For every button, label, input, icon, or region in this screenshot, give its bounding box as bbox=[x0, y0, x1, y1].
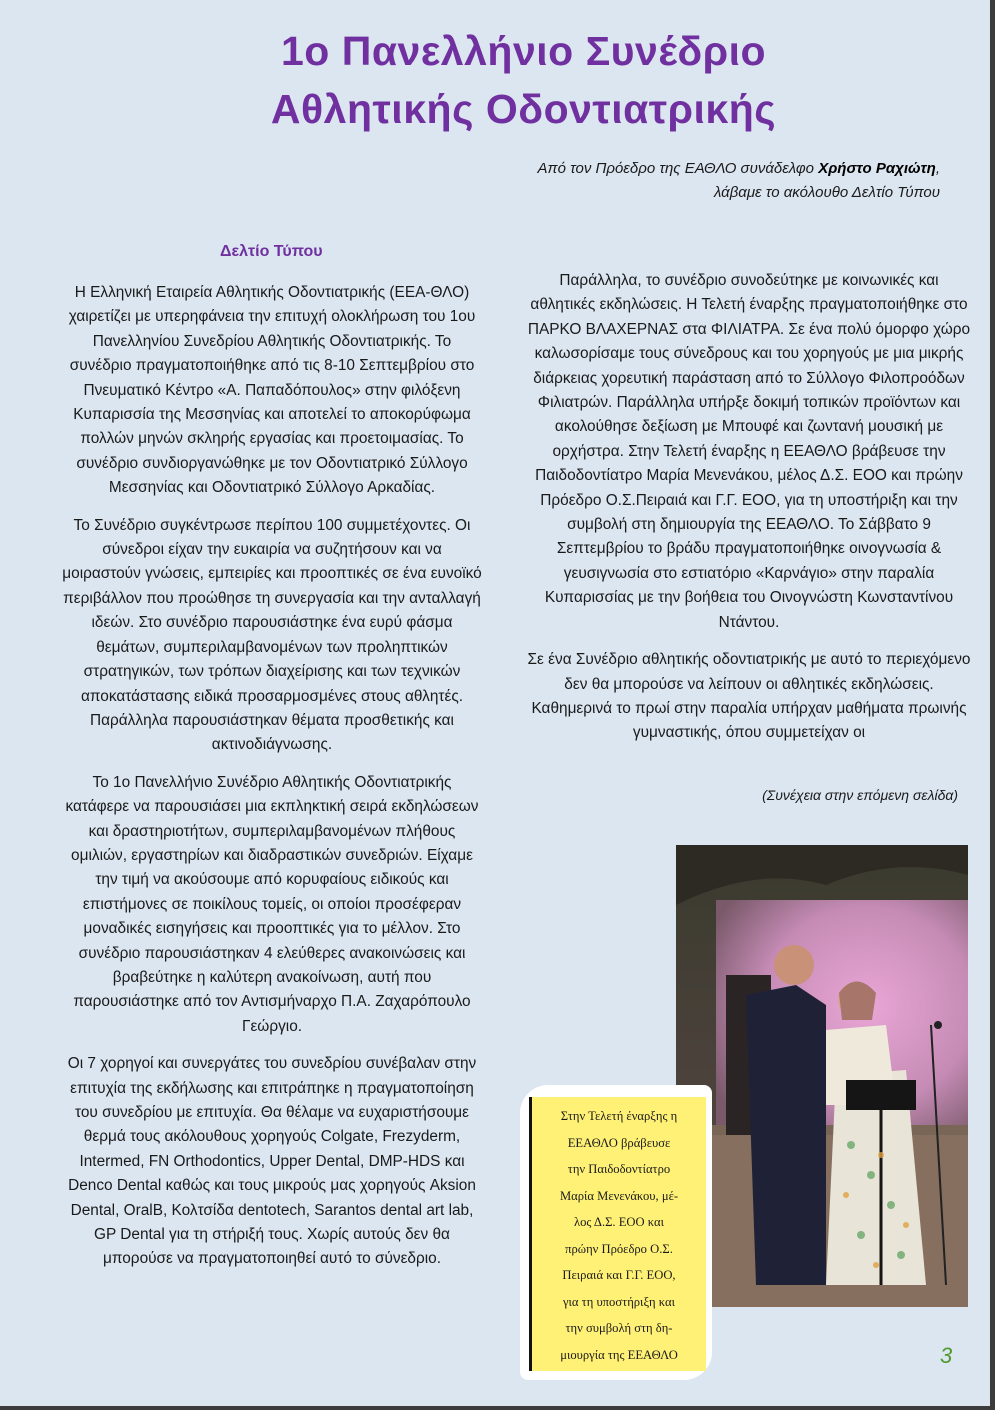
caption-line: την συμβολή στη δη- bbox=[565, 1321, 673, 1335]
paragraph: Οι 7 χορηγοί και συνεργάτες του συνεδρίου συνέβαλαν στην επιτυχία της εκδήλωσης και επιτράπηκε η πραγματοποίηση του συνεδρίου με επιτυχία. Θα θέλαμε να ευχαριστήσουμε θερμά τους ακόλουθους χορηγούς Colgate, Frezyderm, Intermed, FN Orthodontics, Upper Dental, DMP-HDS και Denco Dental καθώς και τους μικρούς μας χορηγούς Aksion Dental, OralB, Κολτσίδα dentotech, Sarantos dental art lab, GP Dental για τη στήριξή τους. Χωρίς αυτούς δεν θα μπορούσε να πραγματοποιηθεί αυτό το σύνεδριο. bbox=[67, 1055, 477, 1268]
caption-line: ΕΕΑΘΛΟ βράβευσε bbox=[567, 1135, 671, 1150]
caption-line: για τη υποστήριξη και bbox=[562, 1294, 676, 1309]
event-photo bbox=[676, 845, 968, 1307]
section-subheading: Δελτίο Τύπου bbox=[220, 243, 323, 260]
paragraph: Το 1ο Πανελλήνιο Συνέδριο Αθλητικής Οδοντιατρικής κατάφερε να παρουσιάσει μια εκπληκτική σειρά εκδηλώσεων και δραστηριοτήτων, συμπεριλαμβανομένων πλήθους ομιλιών, εργαστηρίων και διαδραστικών συνεδριών. Είχαμε την τιμή να ακούσουμε από κορυφαίους ειδικούς και επιστήμονες σε ποικίλους τομείς, οι οποίοι προσέφεραν μοναδικές εισηγήσεις και προοπτικές για το μέλλον. Στο συνέδριο παρουσιάστηκαν 4 ελεύθερες ανακοινώσεις και βραβεύτηκε η καλύτερη ανακοίνωση, αυτή που παρουσιάστηκε από τον Αντισμήναρχο Π.Α. Ζαχαρόπουλο Γεώργιο. bbox=[65, 773, 479, 1035]
continued-note: (Συνέχεια στην επόμενη σελίδα) bbox=[762, 787, 958, 803]
page-title-line-2: Αθλητικής Οδοντιατρικής bbox=[270, 86, 777, 132]
paragraph: Η Ελληνική Εταιρεία Αθλητικής Οδοντιατρικής (ΕΕΑ-ΘΛΟ) χαιρετίζει με υπερηφάνεια την επιτυχή ολοκλήρωση του 1ου Πανελληνίου Συνεδρίου Αθλητικής Οδοντιατρικής. Το συνέδριο πραγματοποιήθηκε από τις 8-10 Σεπτεμβρίου στο Πνευματικό Κέντρο «Α. Παπαδόπουλος» στην φιλόξενη Κυπαρισσία της Μεσσηνίας και αποτελεί το αποκορύφωμα πολλών μηνών σκληρής εργασίας και προετοιμασίας. Το συνέδριο συνδιοργανώθηκε με τον Οδοντιατρικό Σύλλογο Μεσσηνίας και Οδοντιατρικό Σύλλογο Αρκαδίας. bbox=[68, 284, 476, 497]
intro-line-2: λάβαμε το ακόλουθο Δελτίο Τύπου bbox=[713, 184, 940, 201]
intro-prefix: Από τον Πρόεδρο της ΕΑΘΛΟ συνάδελφο bbox=[537, 160, 819, 177]
intro-name: Χρήστο Ραχιώτη bbox=[818, 160, 936, 177]
paragraph: Το Συνέδριο συγκέντρωσε περίπου 100 συμμετέχοντες. Οι σύνεδροι είχαν την ευκαιρία να συζητήσουν και να μοιραστούν γνώσεις, εμπειρίες και προοπτικές σε ένα ευνοϊκό περιβάλλον που προώθησε τη συνεργασία και την ανταλλαγή ιδεών. Στο συνέδριο παρουσιάστηκε ένα ευρύ φάσμα θεμάτων, συμπεριλαμβανομένων των προληπτικών στρατηγικών, των τρόπων διαχείρισης και των τεχνικών αποκατάστασης ειδικά προσαρμοσμένες στους αθλητές. Παράλληλα παρουσιάστηκαν θέματα προσθετικής και ακτινοδιάγνωσης. bbox=[62, 516, 482, 754]
caption-line: πρώην Πρόεδρο Ο.Σ. bbox=[565, 1241, 673, 1256]
intro-suffix: , bbox=[935, 160, 940, 177]
page-title-line-1: 1ο Πανελλήνιο Συνέδριο bbox=[280, 28, 767, 74]
caption-line: Πειραιά και Γ.Γ. ΕΟΟ, bbox=[562, 1268, 676, 1282]
page-number: 3 bbox=[940, 1343, 953, 1368]
paragraph: Σε ένα Συνέδριο αθλητικής οδοντιατρικής με αυτό το περιεχόμενο δεν θα μπορούσε να λείπουν οι αθλητικές εκδηλώσεις. Καθημερινά το πρωί στην παραλία υπήρχαν μαθήματα πρωινής γυμναστικής, όπου συμμετείχαν οι bbox=[527, 651, 971, 742]
caption-line: μιουργία της ΕΕΑΘΛΟ bbox=[560, 1347, 678, 1362]
photo-caption-frame bbox=[520, 1085, 712, 1380]
paragraph: Παράλληλα, το συνέδριο συνοδεύτηκε με κοινωνικές και αθλητικές εκδηλώσεις. Η Τελετή έναρξης πραγματοποιήθηκε στο ΠΑΡΚΟ ΒΛΑΧΕΡΝΑΣ στα ΦΙΛΙΑΤΡΑ. Σε ένα πολύ όμορφο χώρο καλωσορίσαμε τους σύνεδρους και του χορηγούς με μια μικρής διάρκειας χορευτική παράσταση από το Σύλλογο Φιλοπροόδων Φιλιατρών. Παράλληλα υπήρξε δοκιμή τοπικών προϊόντων και ακολούθησε δεξίωση με Μπουφέ και ζωντανή μουσική με ορχήστρα. Στην Τελετή έναρξης η ΕΕΑΘΛΟ βράβευσε την Παιδοδοντίατρο Μαρία Μενενάκου, μέλος Δ.Σ. ΕΟΟ και πρώην Πρόεδρο Ο.Σ.Πειραιά και Γ.Γ. ΕΟΟ, για τη υποστήριξη και την συμβολή στη δημιουργία της ΕΕΑΘΛΟ. Το Σάββατο 9 Σεπτεμβρίου το βράδυ πραγματοποιήθηκε οινογνωσία & γευσιγνωσία στο εστιατόριο «Καρνάγιο» στην παραλία Κυπαρισσίας με την βοήθεια του Οινογνώστη Κωνσταντίνου Ντάντου. bbox=[527, 272, 971, 631]
photo-caption bbox=[529, 1097, 706, 1371]
caption-line: Στην Τελετή έναρξης η bbox=[560, 1109, 678, 1123]
right-column bbox=[525, 269, 973, 759]
intro-text bbox=[538, 157, 940, 205]
award-ceremony-photo bbox=[676, 845, 968, 1307]
left-column bbox=[62, 281, 482, 1285]
intro-line-1 bbox=[538, 157, 940, 181]
caption-line: Μαρία Μενενάκου, μέ- bbox=[559, 1188, 679, 1203]
caption-line: λος Δ.Σ. ΕΟΟ και bbox=[574, 1215, 664, 1229]
caption-line: την Παιδοδοντίατρο bbox=[567, 1162, 671, 1176]
